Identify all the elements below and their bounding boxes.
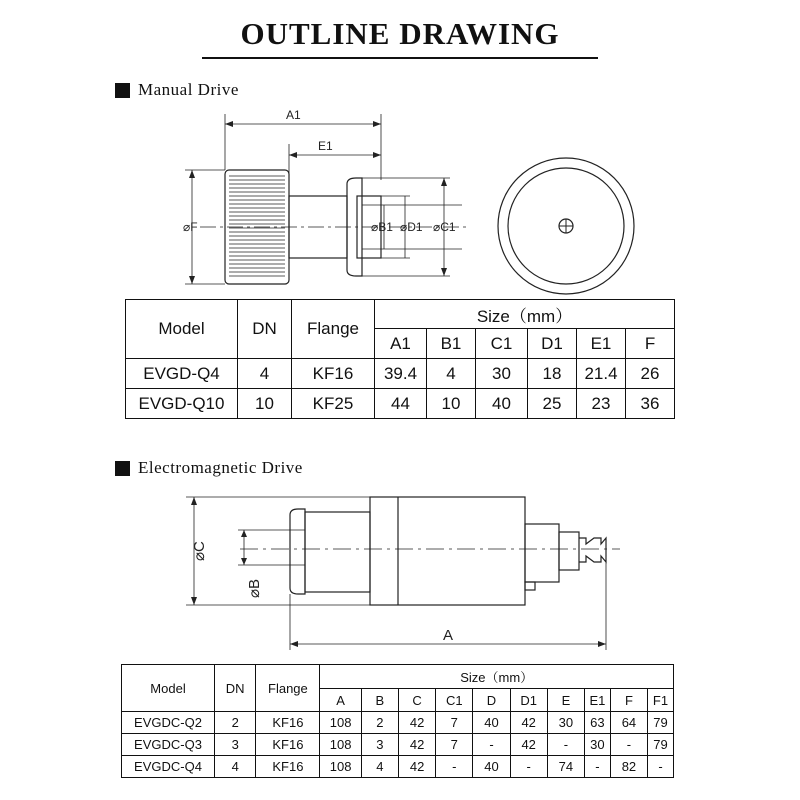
cell-c: 42 [398, 756, 435, 778]
dim-label-b: ⌀B [246, 578, 263, 598]
cell-d1: 18 [528, 359, 577, 389]
cell-c1: 7 [436, 712, 473, 734]
cell-d: 40 [473, 756, 510, 778]
cell-f: 64 [610, 712, 647, 734]
cell-flange: KF16 [256, 756, 320, 778]
section-label: Electromagnetic Drive [138, 458, 303, 477]
cell-b1: 10 [427, 389, 476, 419]
dim-label-a: A [443, 627, 454, 644]
cell-b1: 4 [427, 359, 476, 389]
header-col-f1: F1 [648, 689, 674, 712]
cell-a1: 39.4 [375, 359, 427, 389]
cell-c: 42 [398, 734, 435, 756]
table-row [122, 712, 674, 734]
cell-f1: 79 [648, 734, 674, 756]
table-row [126, 389, 675, 419]
table-row [126, 359, 675, 389]
cell-f: 26 [626, 359, 675, 389]
header-dn: DN [238, 300, 292, 359]
cell-d: 40 [473, 712, 510, 734]
cell-e1: 23 [577, 389, 626, 419]
header-size: Size（mm） [320, 665, 674, 689]
header-model: Model [126, 300, 238, 359]
cell-a1: 44 [375, 389, 427, 419]
cell-flange: KF16 [292, 359, 375, 389]
dim-label-d1: ⌀D1 [400, 220, 423, 234]
header-dn: DN [215, 665, 256, 712]
cell-dn: 4 [238, 359, 292, 389]
cell-e: 74 [547, 756, 584, 778]
cell-a: 108 [320, 734, 361, 756]
cell-d: - [473, 734, 510, 756]
cell-e: 30 [547, 712, 584, 734]
header-col-e1: E1 [585, 689, 611, 712]
cell-f1: - [648, 756, 674, 778]
header-col-c1: C1 [436, 689, 473, 712]
cell-d1: 42 [510, 712, 547, 734]
cell-model: EVGD-Q10 [126, 389, 238, 419]
header-col-d1: D1 [510, 689, 547, 712]
header-model: Model [122, 665, 215, 712]
cell-f: 82 [610, 756, 647, 778]
header-col-e: E [547, 689, 584, 712]
cell-d1: - [510, 756, 547, 778]
dim-label-c: ⌀C [191, 541, 208, 561]
cell-b: 4 [361, 756, 398, 778]
cell-e: - [547, 734, 584, 756]
cell-a: 108 [320, 712, 361, 734]
cell-model: EVGDC-Q3 [122, 734, 215, 756]
cell-b: 3 [361, 734, 398, 756]
electromagnetic-drive-size-table [121, 664, 674, 778]
cell-flange: KF16 [256, 712, 320, 734]
cell-d1: 25 [528, 389, 577, 419]
page-title: OUTLINE DRAWING [240, 16, 560, 51]
cell-a: 108 [320, 756, 361, 778]
header-col-a: A [320, 689, 361, 712]
header-col-a1: A1 [375, 329, 427, 359]
cell-e1: 21.4 [577, 359, 626, 389]
cell-model: EVGDC-Q2 [122, 712, 215, 734]
cell-c1: 7 [436, 734, 473, 756]
header-col-c1: C1 [476, 329, 528, 359]
header-col-b1: B1 [427, 329, 476, 359]
table-row [122, 734, 674, 756]
cell-flange: KF25 [292, 389, 375, 419]
cell-dn: 3 [215, 734, 256, 756]
cell-dn: 2 [215, 712, 256, 734]
cell-e1: 63 [585, 712, 611, 734]
cell-c1: 30 [476, 359, 528, 389]
header-col-c: C [398, 689, 435, 712]
header-col-e1: E1 [577, 329, 626, 359]
dim-label-c1: ⌀C1 [433, 220, 456, 234]
cell-model: EVGDC-Q4 [122, 756, 215, 778]
dim-label-e1: E1 [318, 139, 333, 153]
header-col-f: F [610, 689, 647, 712]
cell-model: EVGD-Q4 [126, 359, 238, 389]
header-col-f: F [626, 329, 675, 359]
cell-c1: - [436, 756, 473, 778]
cell-e1: - [585, 756, 611, 778]
header-flange: Flange [292, 300, 375, 359]
cell-d1: 42 [510, 734, 547, 756]
cell-b: 2 [361, 712, 398, 734]
cell-c1: 40 [476, 389, 528, 419]
cell-f: - [610, 734, 647, 756]
dim-label-f: ⌀F [183, 220, 198, 234]
dim-label-a1: A1 [286, 108, 301, 122]
cell-f1: 79 [648, 712, 674, 734]
manual-drive-size-table [125, 299, 675, 419]
cell-dn: 10 [238, 389, 292, 419]
dim-label-b1: ⌀B1 [371, 220, 393, 234]
header-size: Size（mm） [375, 300, 675, 329]
cell-e1: 30 [585, 734, 611, 756]
cell-f: 36 [626, 389, 675, 419]
cell-c: 42 [398, 712, 435, 734]
table-row [122, 756, 674, 778]
header-col-b: B [361, 689, 398, 712]
header-col-d: D [473, 689, 510, 712]
section-label: Manual Drive [138, 80, 239, 99]
cell-dn: 4 [215, 756, 256, 778]
cell-flange: KF16 [256, 734, 320, 756]
header-col-d1: D1 [528, 329, 577, 359]
header-flange: Flange [256, 665, 320, 712]
